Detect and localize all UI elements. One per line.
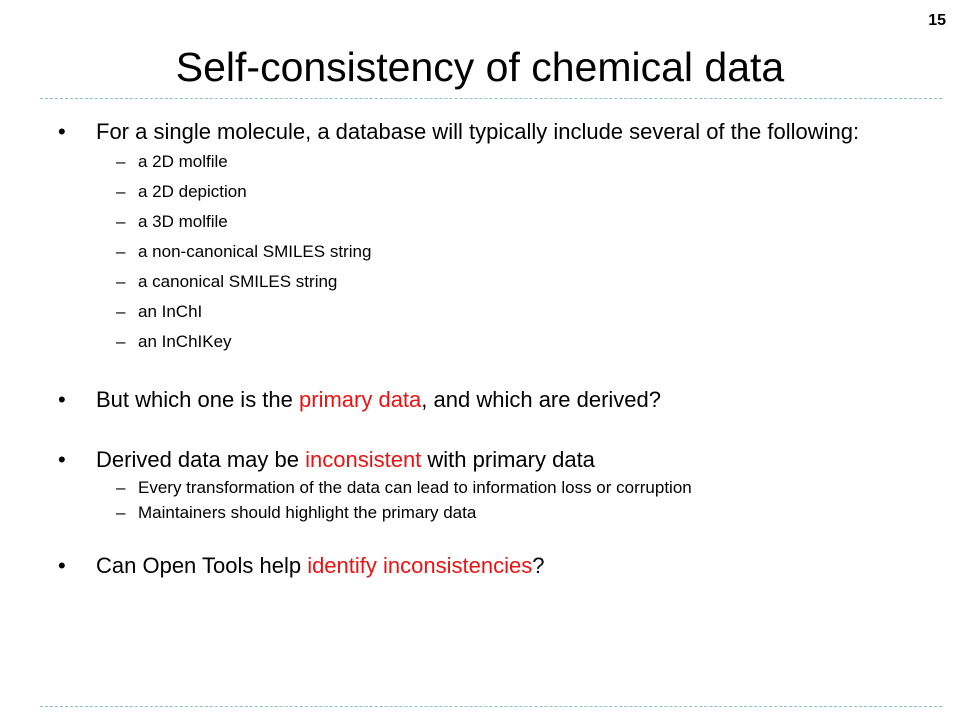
sub-item	[116, 242, 898, 261]
bullet-text: For a single molecule, a database will typically include several of the following:	[96, 119, 860, 144]
dash: –	[116, 152, 126, 171]
bullet-dot: •	[58, 119, 66, 144]
bullet-dot: •	[58, 553, 66, 578]
dash: –	[116, 503, 126, 522]
bullet-dot: •	[58, 447, 66, 472]
bullet-data-formats	[58, 119, 916, 144]
sub-item	[116, 302, 898, 321]
bottom-divider	[40, 706, 942, 707]
sub-item	[116, 152, 898, 171]
slide-title: Self-consistency of chemical data	[175, 44, 785, 90]
dash: –	[116, 332, 126, 351]
sub-item-text: a non-canonical SMILES string	[138, 242, 372, 261]
sub-item	[116, 212, 898, 231]
dash: –	[116, 478, 126, 497]
dash: –	[116, 242, 126, 261]
dash: –	[116, 182, 126, 201]
sub-item-text: a 2D depiction	[138, 182, 247, 201]
bullet-text: with primary data	[421, 447, 595, 472]
sub-item	[116, 503, 898, 522]
slide-content	[0, 120, 960, 578]
bullet-open-tools	[58, 553, 916, 578]
top-divider	[40, 98, 942, 99]
sub-item-text: Maintainers should highlight the primary data	[138, 503, 477, 522]
dash: –	[116, 302, 126, 321]
slide-number: 15	[928, 12, 946, 29]
sub-item	[116, 182, 898, 201]
bullet-text: But which one is the	[96, 387, 300, 412]
highlight-identify-inconsistencies: identify inconsistencies	[307, 553, 533, 578]
bullet-text: Can Open Tools help	[96, 553, 308, 578]
bullet-text: ?	[532, 553, 545, 578]
bullet-dot: •	[58, 387, 66, 412]
sub-item	[116, 272, 898, 291]
dash: –	[116, 272, 126, 291]
sub-item	[116, 332, 898, 351]
bullet-text: , and which are derived?	[421, 387, 661, 412]
bullet-derived-data	[58, 447, 916, 472]
sub-item-text: a 2D molfile	[138, 152, 228, 171]
highlight-primary-data: primary data	[299, 387, 422, 412]
bullet-primary-data	[58, 387, 916, 412]
sub-item-text: a canonical SMILES string	[138, 272, 338, 291]
sub-item-text: an InChIKey	[138, 332, 232, 351]
highlight-inconsistent: inconsistent	[305, 447, 422, 472]
bullet-text: Derived data may be	[96, 447, 306, 472]
sub-item-text: Every transformation of the data can lead to information loss or corruption	[138, 478, 692, 497]
sub-item	[116, 478, 898, 497]
sub-item-text: an InChI	[138, 302, 203, 321]
sub-item-text: a 3D molfile	[138, 212, 228, 231]
dash: –	[116, 212, 126, 231]
